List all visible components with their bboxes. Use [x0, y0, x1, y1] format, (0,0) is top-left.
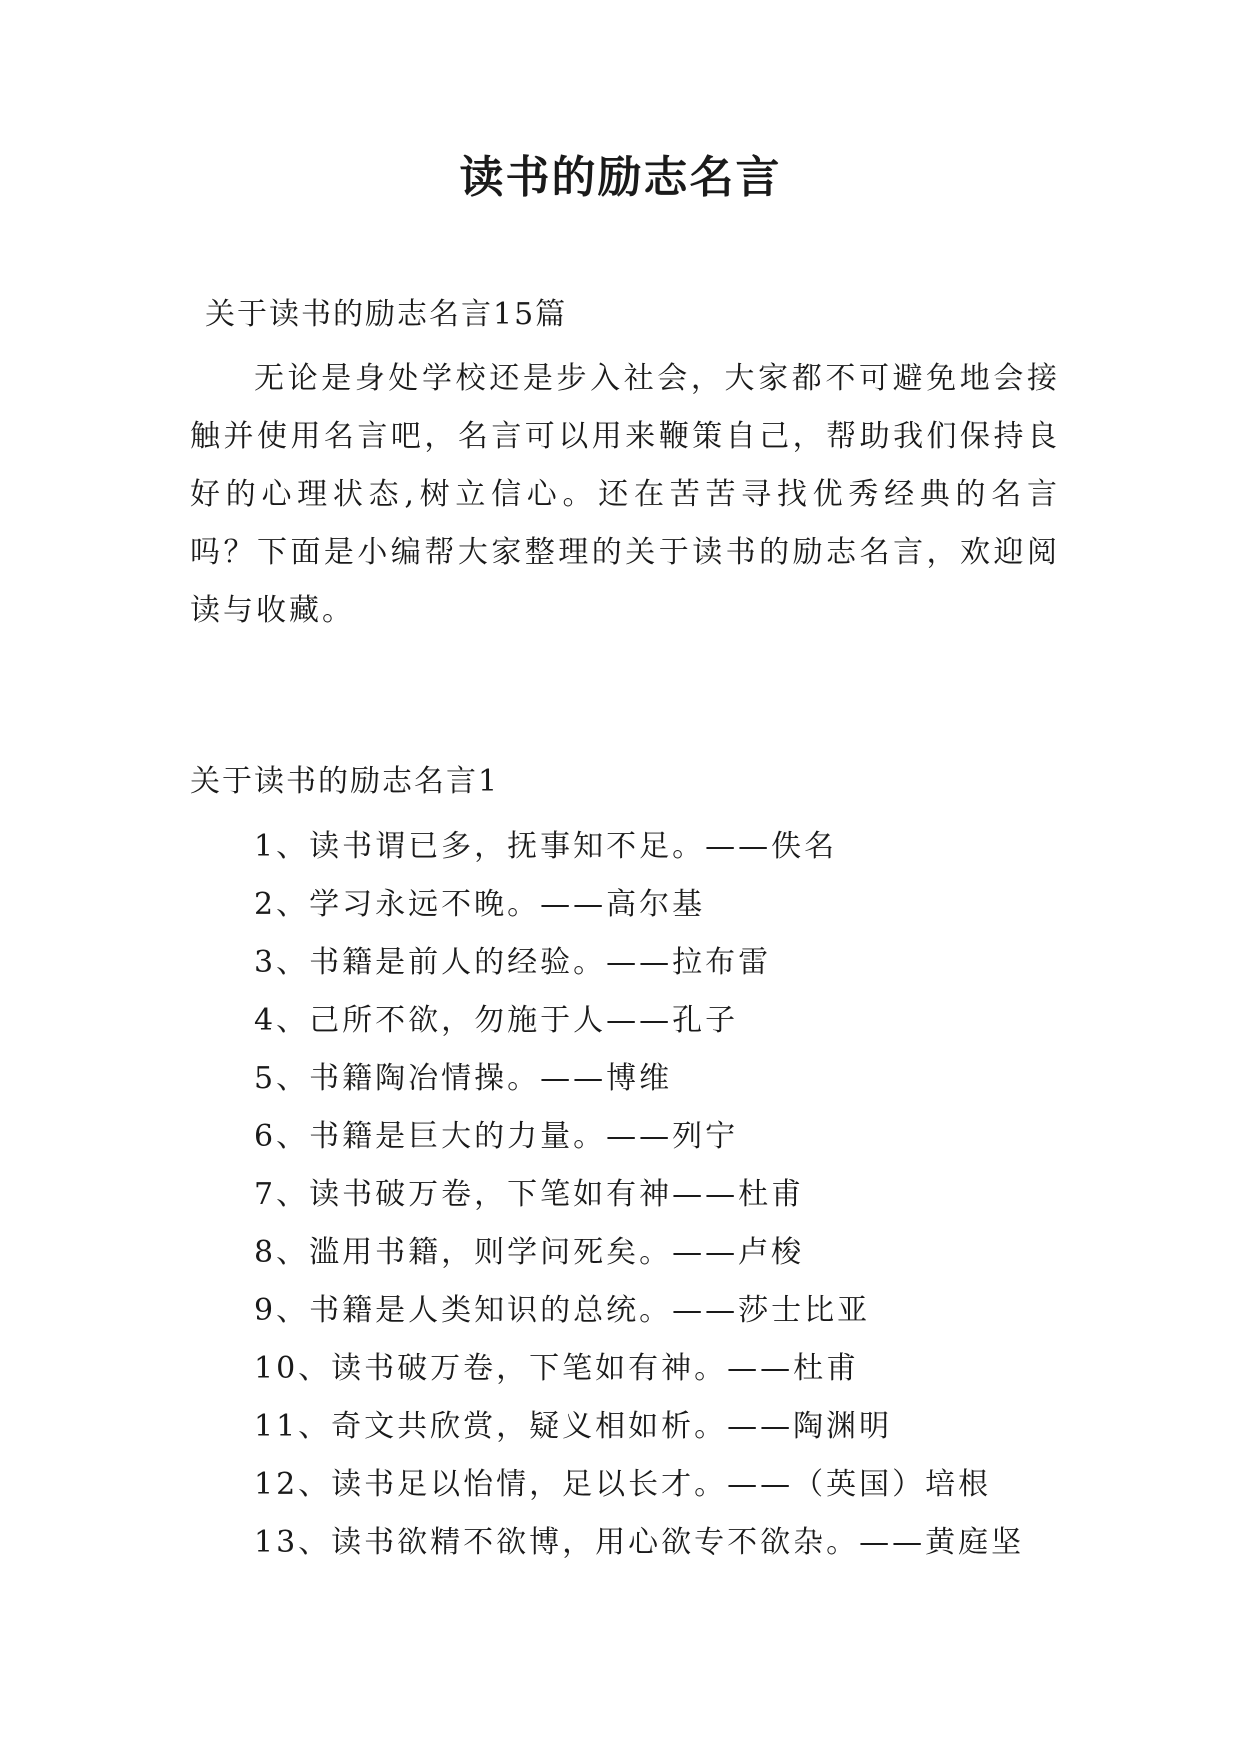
quote-item-13: 13、读书欲精不欲博，用心欲专不欲杂。——黄庭坚	[254, 1525, 1025, 1560]
document-subtitle: 关于读书的励志名言15篇	[205, 297, 568, 332]
document-title: 读书的励志名言	[459, 152, 782, 203]
quote-item-5: 5、书籍陶冶情操。——博维	[254, 1061, 673, 1096]
quote-item-3: 3、书籍是前人的经验。——拉布雷	[254, 945, 772, 980]
quote-item-9: 9、书籍是人类知识的总统。——莎士比亚	[254, 1293, 871, 1328]
quote-item-10: 10、读书破万卷，下笔如有神。——杜甫	[254, 1351, 860, 1386]
quote-item-12: 12、读书足以怡情，足以长才。——（英国）培根	[254, 1467, 992, 1502]
quote-item-6: 6、书籍是巨大的力量。——列宁	[254, 1119, 739, 1154]
quote-item-11: 11、奇文共欣赏，疑义相如析。——陶渊明	[254, 1409, 893, 1444]
quote-item-8: 8、滥用书籍，则学问死矣。——卢梭	[254, 1235, 805, 1270]
intro-paragraph: 无论是身处学校还是步入社会，大家都不可避免地会接触并使用名言吧，名言可以用来鞭策自己，帮助我们保持良好的心理状态,树立信心。还在苦苦寻找优秀经典的名言吗？下面是小编帮大家整理的关于读书的励志名言，欢迎阅读与收藏。	[190, 361, 1060, 628]
section-heading: 关于读书的励志名言1	[190, 764, 500, 799]
quote-item-2: 2、学习永远不晚。——高尔基	[254, 887, 706, 922]
quote-list	[254, 818, 1024, 1572]
quote-item-1: 1、读书谓已多，抚事知不足。——佚名	[254, 829, 838, 864]
quote-item-4: 4、己所不欲，勿施于人——孔子	[254, 1003, 739, 1038]
quote-item-7: 7、读书破万卷，下笔如有神——杜甫	[254, 1177, 805, 1212]
